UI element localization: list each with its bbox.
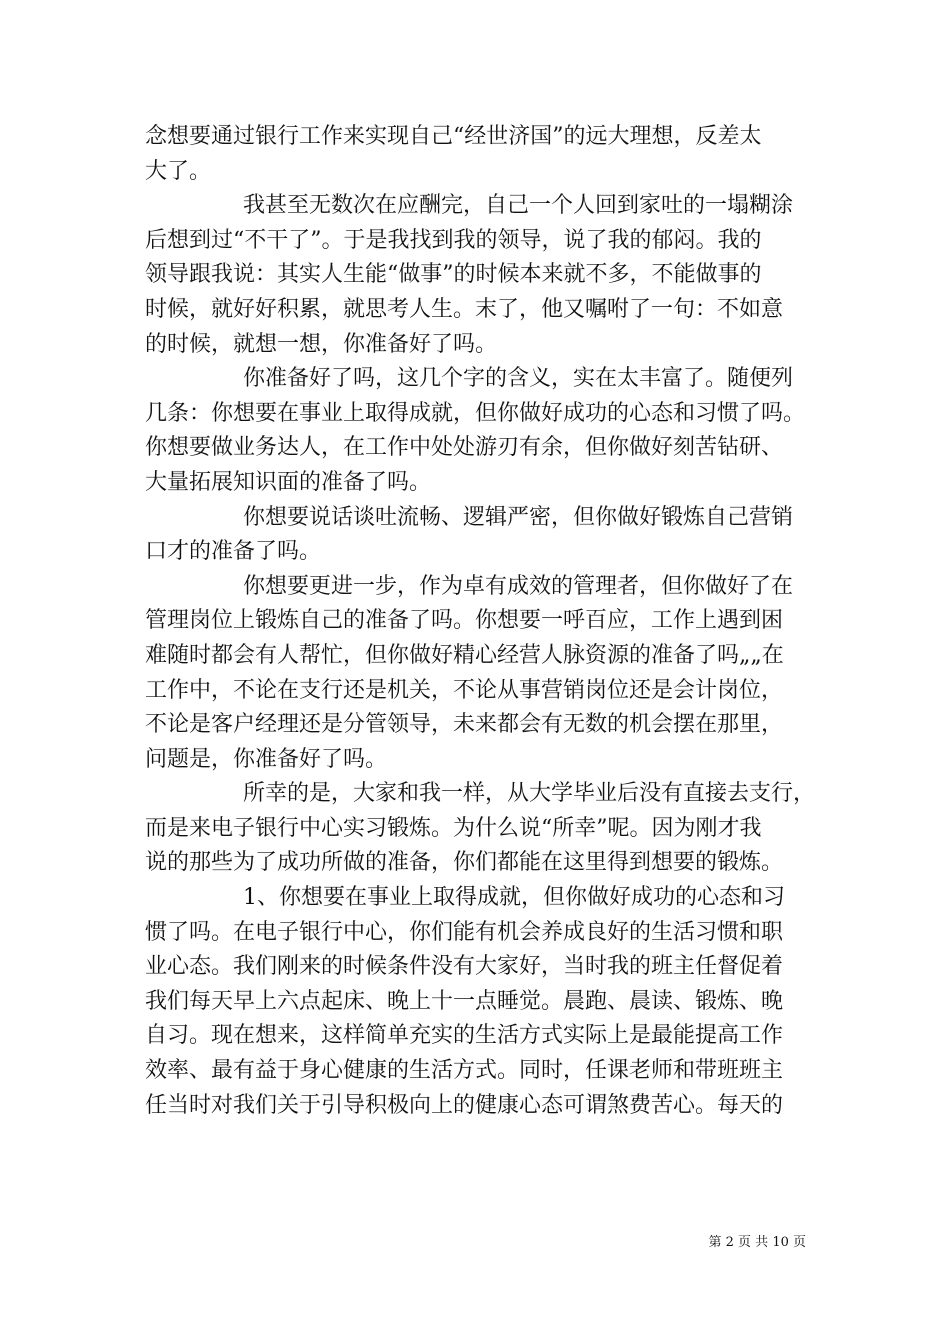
text-line: 效率、最有益于身心健康的生活方式。同时，任课老师和带班班主 xyxy=(145,1058,784,1084)
text-line: 惯了吗。在电子银行中心，你们能有机会养成良好的生活习惯和职 xyxy=(145,919,784,945)
text-line: 领导跟我说：其实人生能“做事”的时候本来就不多，不能做事的 xyxy=(145,262,762,288)
text-line: 念想要通过银行工作来实现自己“经世济国”的远大理想，反差太 xyxy=(145,124,762,149)
text-line: 时候，就好好积累，就思考人生。末了，他又嘱咐了一句：不如意 xyxy=(145,296,784,322)
text-line: 工作中，不论在支行还是机关，不论从事营销岗位还是会计岗位， xyxy=(145,677,784,703)
body-text xyxy=(145,120,817,1123)
page-number-footer: 第 2 页 共 10 页 xyxy=(708,1235,806,1250)
text-line: 我们每天早上六点起床、晚上十一点睡觉。晨跑、晨读、锻炼、晚 xyxy=(145,988,784,1014)
text-line: 说的那些为了成功所做的准备，你们都能在这里得到想要的锻炼。 xyxy=(145,850,784,876)
text-line: 自习。现在想来，这样简单充实的生活方式实际上是最能提高工作 xyxy=(145,1023,784,1049)
text-line: 大了。 xyxy=(145,158,212,184)
paragraph-start-line: 你准备好了吗，这几个字的含义，实在太丰富了。随便列 xyxy=(243,366,794,392)
text-line: 不论是客户经理还是分管领导，未来都会有无数的机会摆在那里， xyxy=(145,712,784,738)
text-line: 你想要做业务达人，在工作中处处游刃有余，但你做好刻苦钻研、 xyxy=(145,435,784,461)
text-line: 而是来电子银行中心实习锻炼。为什么说“所幸”呢。因为刚才我 xyxy=(145,815,762,841)
paragraph-start-line: 1、你想要在事业上取得成就，但你做好成功的心态和习 xyxy=(243,885,785,911)
text-line: 业心态。我们刚来的时候条件没有大家好，当时我的班主任督促着 xyxy=(145,954,784,980)
paragraph-start-line: 所幸的是，大家和我一样，从大学毕业后没有直接去支行， xyxy=(243,781,816,807)
text-line: 几条：你想要在事业上取得成就，但你做好成功的心态和习惯了吗。 xyxy=(145,400,806,426)
text-line: 大量拓展知识面的准备了吗。 xyxy=(145,469,432,495)
paragraph-start-line: 我甚至无数次在应酬完，自己一个人回到家吐的一塌糊涂 xyxy=(243,193,794,219)
text-line: 任当时对我们关于引导积极向上的健康心态可谓煞费苦心。每天的 xyxy=(145,1092,784,1118)
paragraph-start-line: 你想要说话谈吐流畅、逻辑严密，但你做好锻炼自己营销 xyxy=(243,504,794,530)
paragraph-start-line: 你想要更进一步，作为卓有成效的管理者，但你做好了在 xyxy=(243,573,794,599)
text-line: 难随时都会有人帮忙，但你做好精心经营人脉资源的准备了吗„„在 xyxy=(145,642,784,668)
text-line: 的时候，就想一想，你准备好了吗。 xyxy=(145,331,498,357)
text-line: 问题是，你准备好了吗。 xyxy=(145,746,388,772)
text-line: 管理岗位上锻炼自己的准备了吗。你想要一呼百应，工作上遇到困 xyxy=(145,608,784,634)
text-line: 后想到过“不干了”。于是我找到我的领导，说了我的郁闷。我的 xyxy=(145,227,762,253)
text-line: 口才的准备了吗。 xyxy=(145,539,322,565)
